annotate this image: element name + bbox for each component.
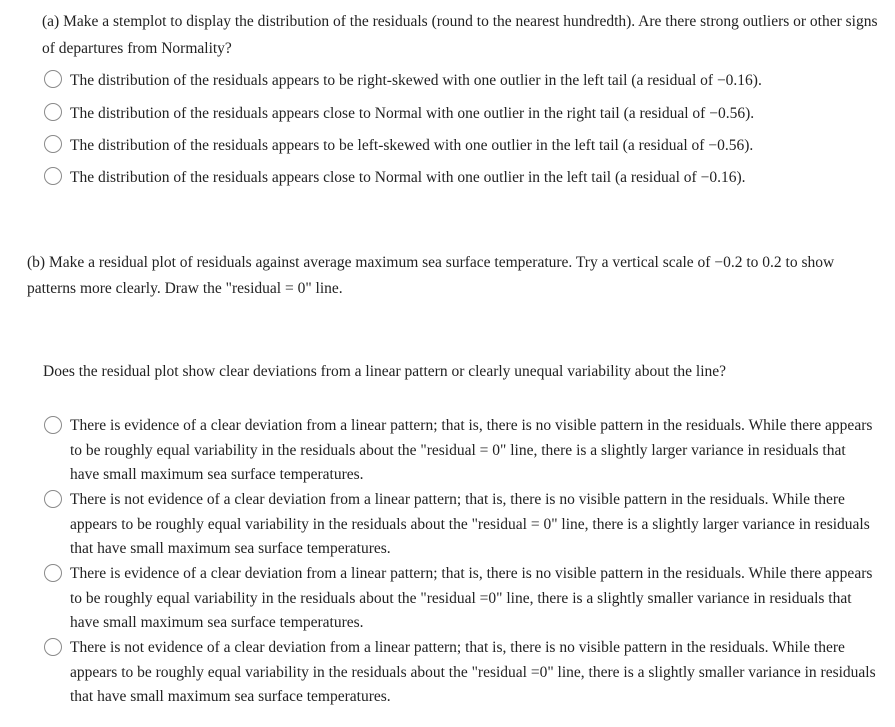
part-b-option-4[interactable]: [44, 636, 884, 710]
part-a-option-3[interactable]: [44, 133, 884, 158]
option-label: There is not evidence of a clear deviation from a linear pattern; that is, there is no visible pattern in the residuals. While there appears to be roughly equal variability in the residuals about the "residual =0" line, there is a slightly smaller variance in residuals that have small maximum sea surface temperatures.: [70, 639, 876, 705]
part-a-option-2[interactable]: [44, 101, 884, 126]
part-b-option-2[interactable]: [44, 488, 884, 562]
radio-button[interactable]: [44, 135, 62, 153]
part-b-option-3[interactable]: [44, 562, 884, 636]
part-b-option-1[interactable]: [44, 414, 884, 488]
part-b-question: Does the residual plot show clear deviations from a linear pattern or clearly unequal variability about the line?: [43, 363, 727, 380]
radio-button[interactable]: [44, 416, 62, 434]
option-label: The distribution of the residuals appears close to Normal with one outlier in the left tail (a residual of −0.16).: [70, 169, 746, 186]
radio-button[interactable]: [44, 103, 62, 121]
radio-button[interactable]: [44, 564, 62, 582]
part-a-option-4[interactable]: [44, 165, 884, 190]
option-label: There is not evidence of a clear deviation from a linear pattern; that is, there is no visible pattern in the residuals. While there appears to be roughly equal variability in the residuals about the "residual = 0" line, there is a slightly larger variance in residuals that have small maximum sea surface temperatures.: [70, 491, 870, 557]
radio-button[interactable]: [44, 70, 62, 88]
part-a-option-1[interactable]: [44, 68, 884, 93]
option-label: The distribution of the residuals appears to be right-skewed with one outlier in the left tail (a residual of −0.16).: [70, 72, 762, 89]
option-label: There is evidence of a clear deviation from a linear pattern; that is, there is no visible pattern in the residuals. While there appears to be roughly equal variability in the residuals about the "residual = 0" line, there is a slightly larger variance in residuals that have small maximum sea surface temperatures.: [70, 417, 873, 483]
option-label: The distribution of the residuals appears to be left-skewed with one outlier in the left tail (a residual of −0.56).: [70, 137, 754, 154]
part-b-prompt: (b) Make a residual plot of residuals against average maximum sea surface temperature. Try a vertical scale of −0.2 to 0.2 to show patterns more clearly. Draw the "residual = 0" line.: [27, 254, 835, 297]
radio-button[interactable]: [44, 167, 62, 185]
radio-button[interactable]: [44, 490, 62, 508]
option-label: The distribution of the residuals appears close to Normal with one outlier in the right tail (a residual of −0.56).: [70, 105, 755, 122]
part-a-prompt: (a) Make a stemplot to display the distribution of the residuals (round to the nearest hundredth). Are there strong outliers or other signs of departures from Normality?: [42, 13, 878, 57]
option-label: There is evidence of a clear deviation from a linear pattern; that is, there is no visible pattern in the residuals. While there appears to be roughly equal variability in the residuals about the "residual =0" line, there is a slightly smaller variance in residuals that have small maximum sea surface temperatures.: [70, 565, 873, 631]
radio-button[interactable]: [44, 638, 62, 656]
